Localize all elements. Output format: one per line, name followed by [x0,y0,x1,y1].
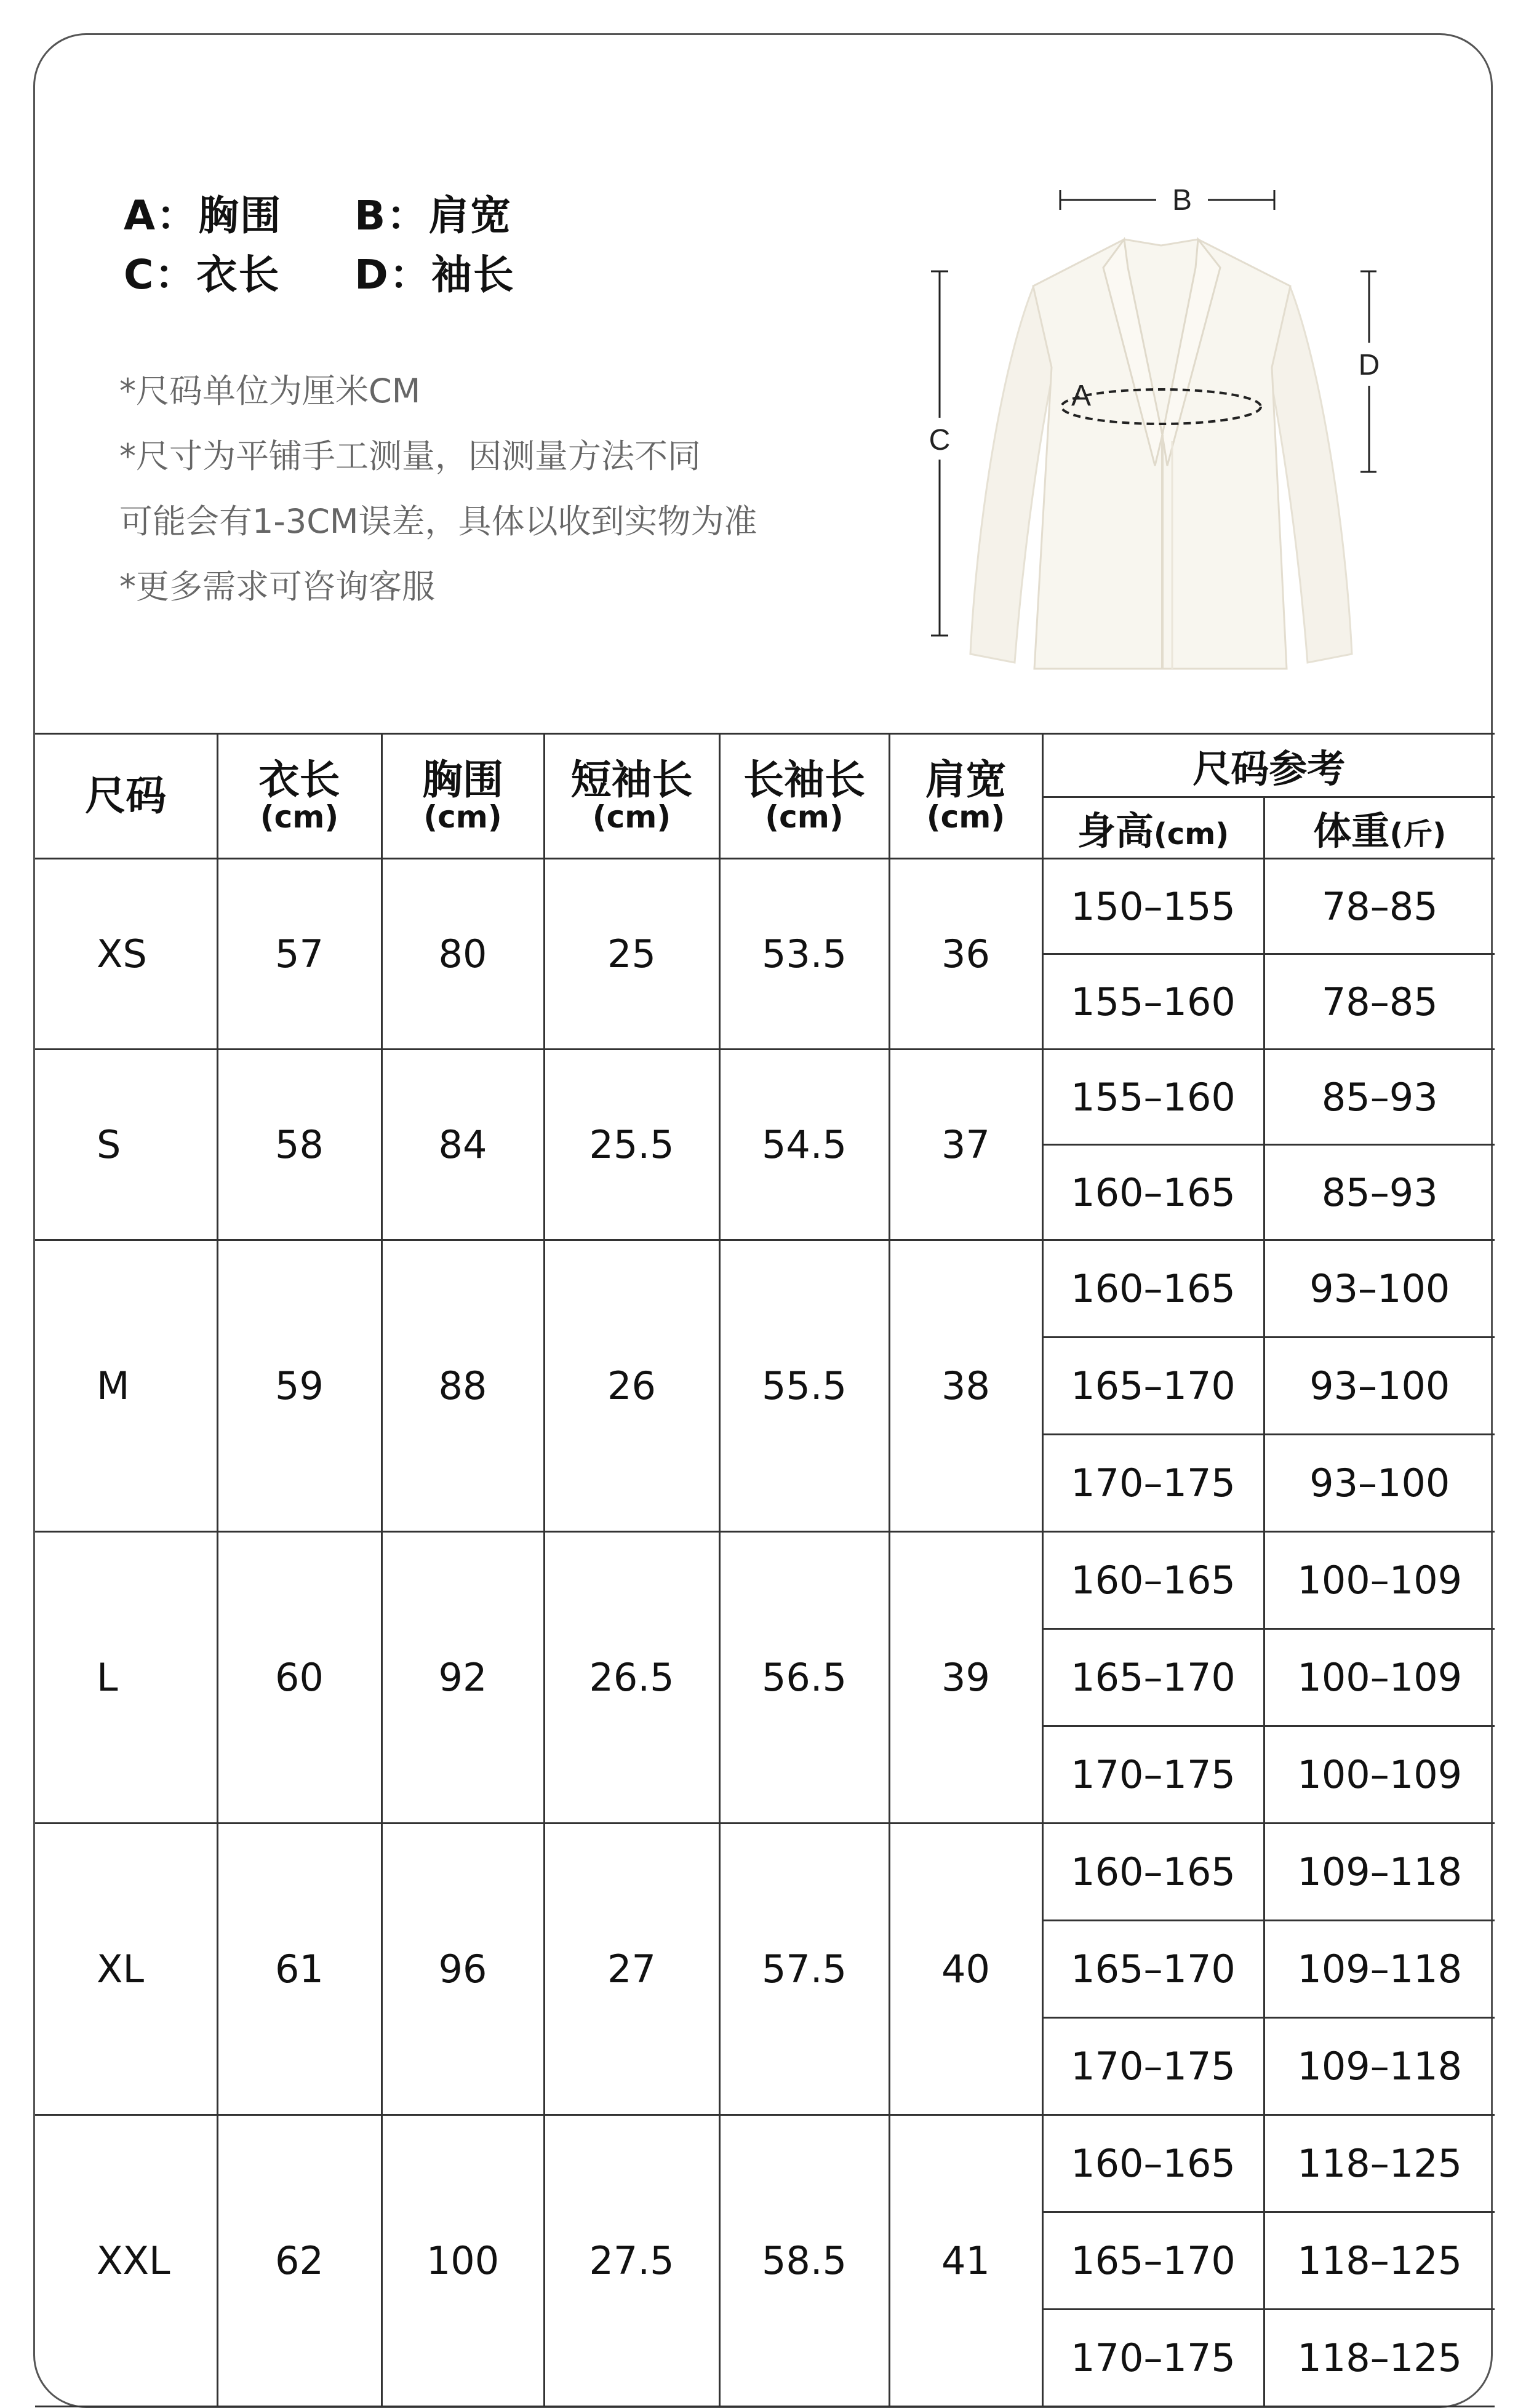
header-long-sleeve: 长袖长 (cm) [719,734,889,859]
ref-height-cell: 165–170 [1042,1338,1264,1435]
shoulder-cell: 38 [889,1240,1042,1532]
shoulder-cell: 41 [889,2115,1042,2407]
header-height: 身高(cm) [1042,797,1264,859]
ref-height-cell: 165–170 [1042,1921,1264,2018]
shoulder-cell: 40 [889,1824,1042,2115]
ref-weight-cell: 78–85 [1264,954,1495,1050]
size-chart-card [33,33,1493,2408]
short-sleeve-cell: 25 [544,859,719,1050]
ref-height-cell: 170–175 [1042,2018,1264,2115]
ref-weight-cell: 109–118 [1264,2018,1495,2115]
legend-sleeve: D：袖长 [354,251,515,298]
ref-height-cell: 170–175 [1042,2310,1264,2407]
table-body [35,859,1495,2407]
length-cell: 62 [217,2115,382,2407]
header-length: 衣长 (cm) [217,734,382,859]
blouse-illustration [970,239,1352,669]
table-row [35,2115,1495,2212]
ref-weight-cell: 118–125 [1264,2115,1495,2212]
ref-weight-cell: 100–109 [1264,1629,1495,1726]
ref-height-cell: 170–175 [1042,1726,1264,1824]
size-table [35,733,1495,2407]
note-error: 可能会有1-3CM误差，具体以收到实物为准 [119,502,757,541]
label-d: D [1358,349,1380,381]
ref-height-cell: 160–165 [1042,1240,1264,1338]
header-short-sleeve: 短袖长 (cm) [544,734,719,859]
label-c: C [929,424,951,456]
ref-weight-cell: 93–100 [1264,1338,1495,1435]
size-cell: XXL [35,2115,217,2407]
chest-cell: 84 [382,1050,544,1240]
short-sleeve-cell: 25.5 [544,1050,719,1240]
length-cell: 60 [217,1532,382,1824]
shoulder-cell: 37 [889,1050,1042,1240]
header-chest: 胸围 (cm) [382,734,544,859]
long-sleeve-cell: 56.5 [719,1532,889,1824]
ref-weight-cell: 118–125 [1264,2310,1495,2407]
ref-weight-cell: 100–109 [1264,1726,1495,1824]
short-sleeve-cell: 26.5 [544,1532,719,1824]
long-sleeve-cell: 58.5 [719,2115,889,2407]
table-row [35,1532,1495,1629]
legend-chest: A：胸围 [124,192,282,239]
chest-cell: 80 [382,859,544,1050]
length-cell: 58 [217,1050,382,1240]
length-cell: 59 [217,1240,382,1532]
chest-cell: 100 [382,2115,544,2407]
note-service: *更多需求可咨询客服 [119,567,435,606]
ref-height-cell: 160–165 [1042,1145,1264,1240]
chest-cell: 96 [382,1824,544,2115]
note-unit: *尺码单位为厘米CM [119,372,421,410]
ref-height-cell: 160–165 [1042,2115,1264,2212]
table-row [35,1050,1495,1145]
length-cell: 57 [217,859,382,1050]
ref-weight-cell: 93–100 [1264,1435,1495,1532]
blouse-measurement-figure [897,146,1380,700]
long-sleeve-cell: 57.5 [719,1824,889,2115]
note-measure: *尺寸为平铺手工测量，因测量方法不同 [119,437,701,476]
ref-weight-cell: 109–118 [1264,1921,1495,2018]
ref-weight-cell: 85–93 [1264,1145,1495,1240]
short-sleeve-cell: 26 [544,1240,719,1532]
header-shoulder: 肩宽 (cm) [889,734,1042,859]
size-cell: M [35,1240,217,1532]
header-size: 尺码 [35,734,217,859]
ref-height-cell: 165–170 [1042,2212,1264,2310]
ref-height-cell: 160–165 [1042,1824,1264,1921]
size-cell: XS [35,859,217,1050]
legend-length: C：衣长 [124,251,281,298]
size-cell: XL [35,1824,217,2115]
ref-weight-cell: 109–118 [1264,1824,1495,1921]
size-cell: L [35,1532,217,1824]
long-sleeve-cell: 53.5 [719,859,889,1050]
chest-cell: 92 [382,1532,544,1824]
label-b: B [1172,184,1192,217]
ref-height-cell: 155–160 [1042,954,1264,1050]
ref-height-cell: 160–165 [1042,1532,1264,1629]
header-row [35,734,1495,797]
label-a: A [1071,380,1092,412]
long-sleeve-cell: 54.5 [719,1050,889,1240]
ref-weight-cell: 85–93 [1264,1050,1495,1145]
ref-weight-cell: 78–85 [1264,859,1495,954]
table-row [35,859,1495,954]
size-cell: S [35,1050,217,1240]
length-cell: 61 [217,1824,382,2115]
ref-weight-cell: 100–109 [1264,1532,1495,1629]
long-sleeve-cell: 55.5 [719,1240,889,1532]
ref-height-cell: 165–170 [1042,1629,1264,1726]
ref-height-cell: 170–175 [1042,1435,1264,1532]
table-row [35,1824,1495,1921]
shoulder-cell: 39 [889,1532,1042,1824]
ref-height-cell: 155–160 [1042,1050,1264,1145]
ref-weight-cell: 118–125 [1264,2212,1495,2310]
short-sleeve-cell: 27.5 [544,2115,719,2407]
shoulder-cell: 36 [889,859,1042,1050]
chest-cell: 88 [382,1240,544,1532]
ref-weight-cell: 93–100 [1264,1240,1495,1338]
header-reference: 尺码参考 [1042,734,1495,797]
legend-shoulder: B：肩宽 [354,192,513,239]
table-row [35,1240,1495,1338]
short-sleeve-cell: 27 [544,1824,719,2115]
header-weight: 体重(斤) [1264,797,1495,859]
ref-height-cell: 150–155 [1042,859,1264,954]
